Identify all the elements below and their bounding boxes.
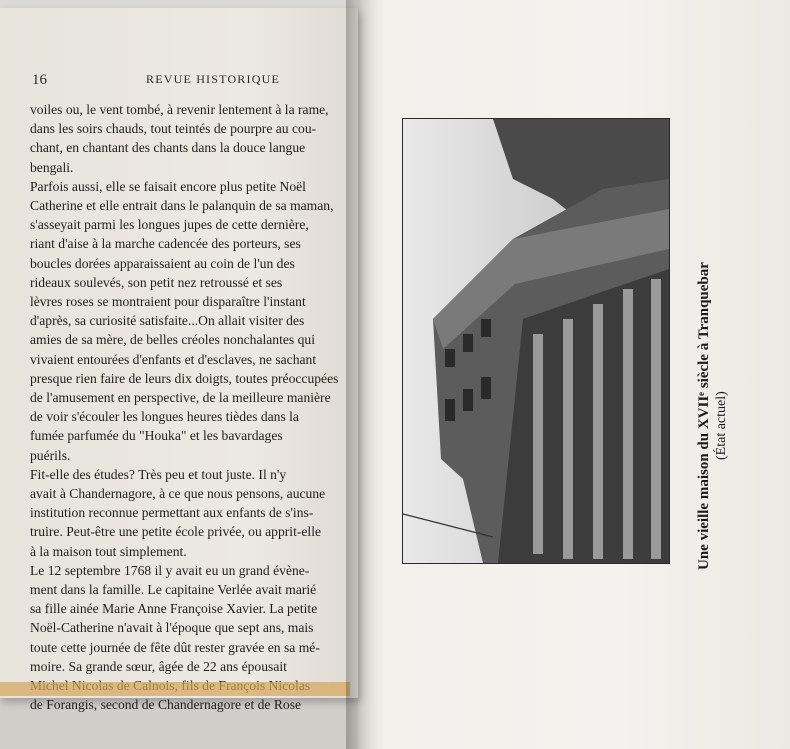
text-line: puérils.: [30, 447, 71, 463]
text-line: voiles ou, le vent tombé, à revenir lentement à la rame,: [30, 102, 329, 117]
text-line: sa fille ainée Marie Anne Françoise Xavier. La petite: [30, 601, 318, 617]
text-line: avait à Chandernagore, à ce que nous pensons, aucune: [30, 486, 326, 502]
text-line: de l'amusement en perspective, de la meilleure manière: [30, 390, 331, 406]
text-line: de voir s'écouler les longues heures tièdes dans la: [30, 409, 299, 425]
text-line: rideaux soulevés, son petit nez retroussé et ses: [30, 274, 283, 290]
text-line: amies de sa mère, de belles créoles nonchalantes qui: [30, 332, 315, 348]
page-edges: [0, 682, 350, 696]
text-line: fumée parfumée du "Houka" et les bavardages: [30, 428, 283, 444]
text-line: dans les soirs chauds, tout teintés de pourpre au cou-: [30, 121, 317, 137]
text-line: s'asseyait parmi les longues jupes de cette dernière,: [30, 217, 309, 233]
text-line: Noël-Catherine n'avait à l'époque que sept ans, mais: [30, 620, 314, 636]
page-number: 16: [32, 72, 47, 88]
building-photo-drawing: [403, 119, 669, 563]
caption-title: Une vieille maison du XVIIᵉ siècle à Tranquebar: [696, 262, 712, 570]
text-line: boucles dorées apparaissaient au coin de l'un des: [30, 255, 295, 271]
left-page: [0, 8, 358, 713]
text-line: toute cette journée de fête dût rester gravée en sa mé-: [30, 639, 320, 655]
text-line: bengali.: [30, 159, 74, 175]
body-text: [30, 100, 342, 715]
text-line: truire. Peut-être une petite école privée, ou apprit-elle: [30, 524, 321, 540]
running-head: REVUE HISTORIQUE: [146, 72, 280, 86]
text-line: à la maison tout simplement.: [30, 543, 187, 559]
text-line: presque rien faire de leurs dix doigts, toutes préoccupées: [30, 370, 339, 386]
caption-subtitle: (État actuel): [714, 391, 729, 460]
building-photo: [402, 118, 670, 564]
text-line: riant d'aise à la marche cadencée des porteurs, ses: [30, 236, 301, 252]
text-line: vivaient entourées d'enfants et d'esclaves, ne sachant: [30, 351, 317, 367]
gutter-shadow: [346, 0, 374, 749]
text-line: institution reconnue permettant aux enfants de s'ins-: [30, 505, 314, 521]
text-line: ment dans la famille. Le capitaine Verlée avait marié: [30, 582, 317, 598]
text-line: moire. Sa grande sœur, âgée de 22 ans épousait: [30, 658, 287, 674]
photo-caption: [680, 130, 740, 570]
text-line: chant, en chantant des chants dans la douce langue: [30, 140, 306, 156]
text-line: d'après, sa curiosité satisfaite...On allait visiter des: [30, 313, 305, 329]
text-line: Parfois aussi, elle se faisait encore plus petite Noël: [30, 178, 306, 194]
text-line: Fit-elle des études? Très peu et tout juste. Il n'y: [30, 466, 287, 482]
text-line: lèvres roses se montraient pour disparaître l'instant: [30, 294, 306, 310]
text-line: de Forangis, second de Chandernagore et de Rose: [30, 697, 302, 713]
text-line: Catherine et elle entrait dans le palanquin de sa maman,: [30, 198, 334, 214]
text-line: Le 12 septembre 1768 il y avait eu un grand évène-: [30, 562, 310, 578]
